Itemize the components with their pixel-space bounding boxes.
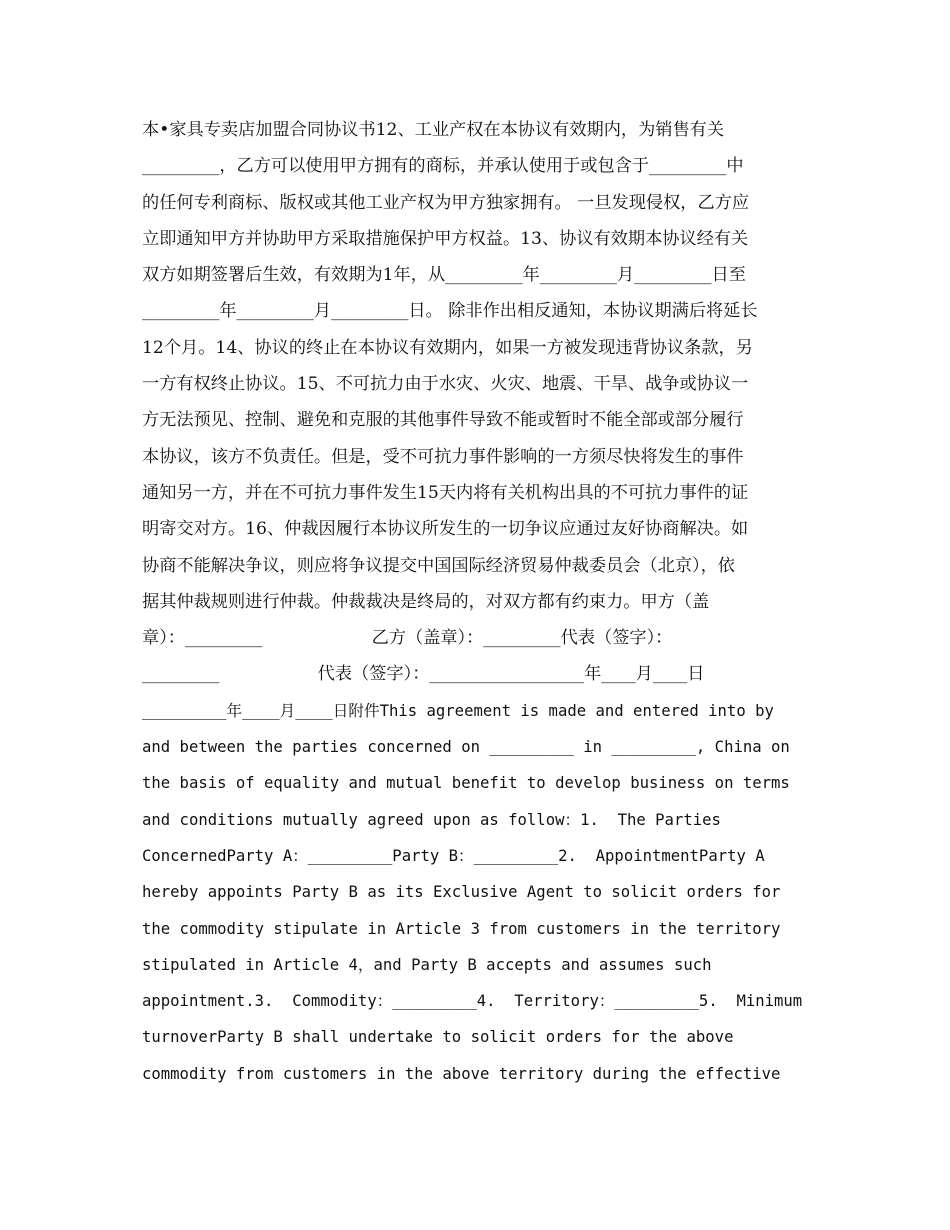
text-line: stipulated in Article 4，and Party B accepts and assumes such bbox=[142, 955, 712, 974]
signature-line: _________ 代表（签字）：__________________年____月____日 bbox=[142, 664, 705, 685]
text-line: 通知另一方，并在不可抗力事件发生15天内将有关机构出具的不可抗力事件的证 bbox=[142, 482, 749, 503]
contract-body-text bbox=[142, 112, 812, 1092]
text-line: 协商不能解决争议，则应将争议提交中国国际经济贸易仲裁委员会（北京），依 bbox=[142, 555, 735, 576]
text-line: 一方有权终止协议。15、不可抗力由于水灾、火灾、地震、干旱、战争或协议一 bbox=[142, 374, 749, 395]
text-line: 明寄交对方。16、仲裁因履行本协议所发生的一切争议应通过友好协商解决。如 bbox=[142, 519, 749, 540]
text-line: 方无法预见、控制、避免和克服的其他事件导致不能或暂时不能全部或部分履行 bbox=[142, 410, 744, 431]
text-line: 12个月。14、协议的终止在本协议有效期内，如果一方被发现违背协议条款，另 bbox=[142, 337, 753, 358]
text-line: the basis of equality and mutual benefit to develop business on terms bbox=[142, 774, 790, 793]
text-line: and between the parties concerned on _________ in _________, China on bbox=[142, 738, 790, 757]
text-line: 据其仲裁规则进行仲裁。仲裁裁决是终局的，对双方都有约束力。甲方（盖 bbox=[142, 591, 710, 612]
text-line: _________，乙方可以使用甲方拥有的商标，并承认使用于或包含于_________中 bbox=[142, 156, 744, 177]
text-line: _________年_________月_________日。 除非作出相反通知，本协议期满后将延长 bbox=[142, 301, 758, 322]
text-line: 立即通知甲方并协助甲方采取措施保护甲方权益。13、协议有效期本协议经有关 bbox=[142, 228, 749, 249]
text-line: _________年____月____日附件This agreement is made and entered into by bbox=[142, 701, 774, 720]
text-line: 本•家具专卖店加盟合同协议书12、工业产权在本协议有效期内，为销售有关 bbox=[142, 120, 725, 140]
text-line: hereby appoints Party B as its Exclusive Agent to solicit orders for bbox=[142, 883, 781, 902]
text-line: commodity from customers in the above territory during the effective bbox=[142, 1064, 781, 1083]
text-line: 本协议，该方不负责任。但是，受不可抗力事件影响的一方须尽快将发生的事件 bbox=[142, 446, 744, 467]
text-line: 双方如期签署后生效，有效期为1年，从_________年_________月_________日至 bbox=[142, 265, 746, 286]
text-line: turnoverParty B shall undertake to solicit orders for the above bbox=[142, 1028, 734, 1047]
signature-line: 章）：_________ 乙方（盖章）：_________代表（签字）： bbox=[142, 628, 673, 649]
text-line: ConcernedParty A：_________Party B：_________2. AppointmentParty A bbox=[142, 846, 765, 865]
text-line: appointment.3. Commodity：_________4. Territory：_________5. Minimum bbox=[142, 992, 803, 1011]
text-line: the commodity stipulate in Article 3 from customers in the territory bbox=[142, 919, 781, 938]
text-line: and conditions mutually agreed upon as follow：1. The Parties bbox=[142, 810, 721, 829]
text-line: 的任何专利商标、版权或其他工业产权为甲方独家拥有。 一旦发现侵权，乙方应 bbox=[142, 192, 750, 213]
